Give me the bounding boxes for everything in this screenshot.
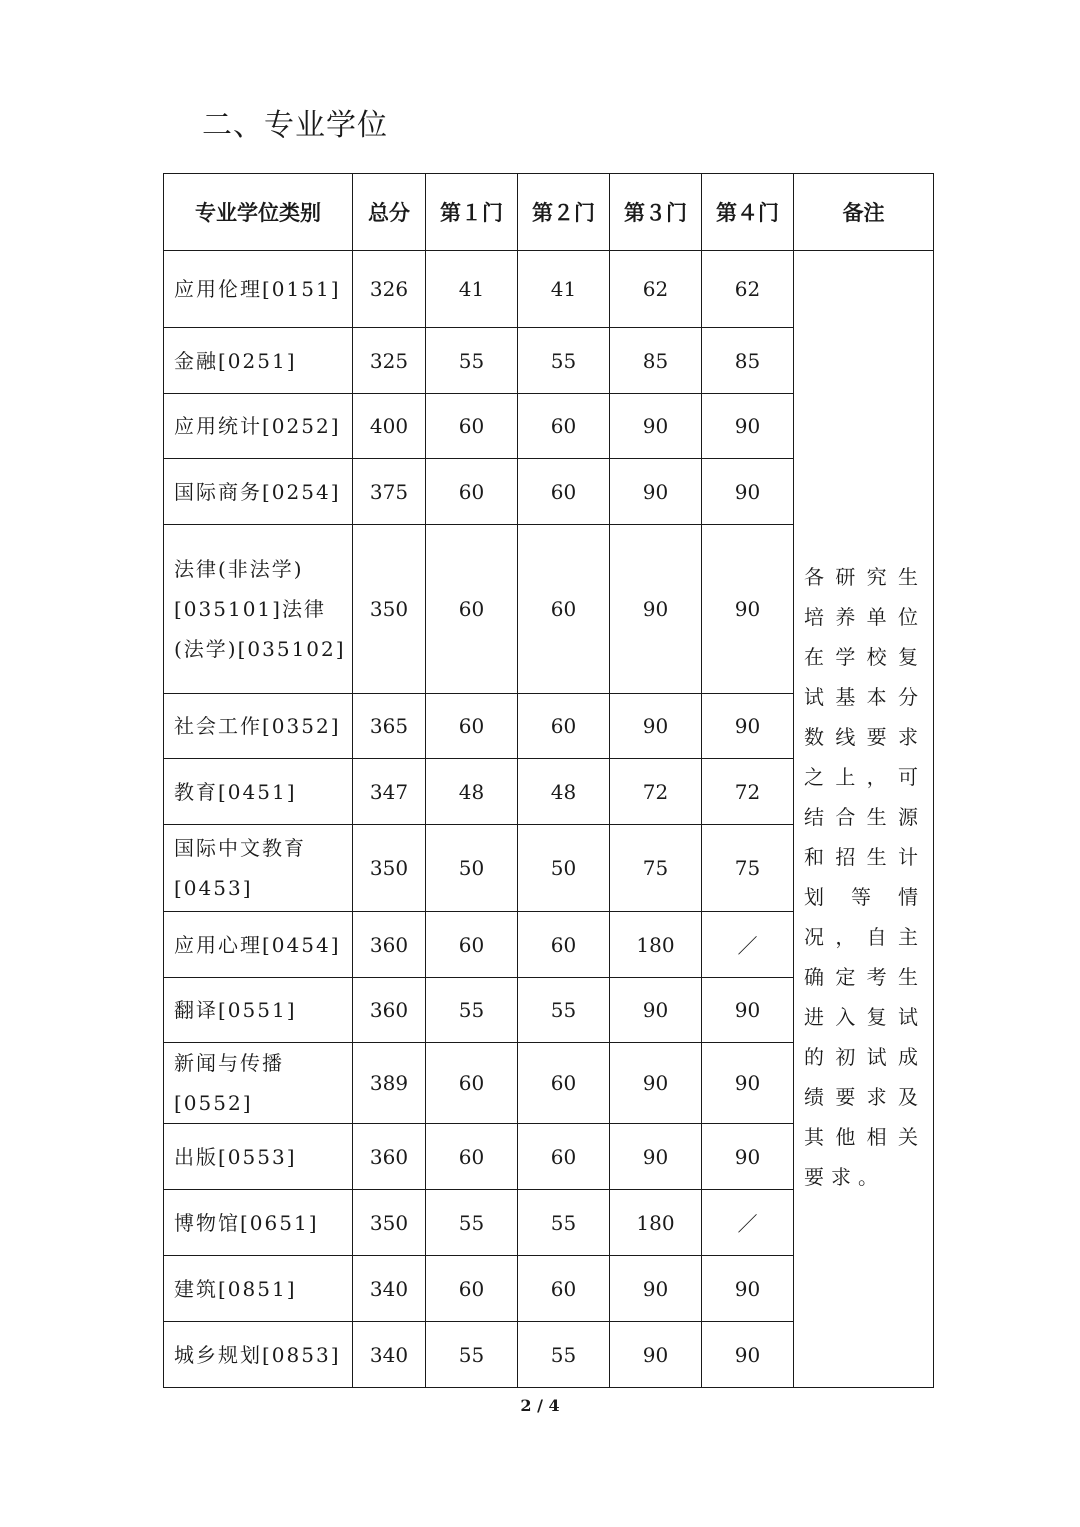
subject-3-score: 85 — [610, 328, 702, 394]
subject-2-score: 60 — [518, 525, 610, 694]
subject-1-score: 60 — [426, 459, 518, 525]
subject-1-score: 55 — [426, 1322, 518, 1388]
subject-3-score: 72 — [610, 759, 702, 825]
subject-4-score: 90 — [702, 459, 794, 525]
subject-4-score: 90 — [702, 978, 794, 1043]
subject-2-score: 60 — [518, 912, 610, 978]
subject-3-score: 180 — [610, 912, 702, 978]
subject-1-score: 55 — [426, 328, 518, 394]
degree-name: 国际中文教育[0453] — [164, 825, 353, 912]
subject-4-score: ／ — [702, 912, 794, 978]
subject-2-score: 55 — [518, 1322, 610, 1388]
degree-name: 金融[0251] — [164, 328, 353, 394]
degree-name: 翻译[0551] — [164, 978, 353, 1043]
degree-name: 社会工作[0352] — [164, 694, 353, 759]
subject-1-score: 41 — [426, 251, 518, 328]
total-score: 325 — [353, 328, 426, 394]
subject-4-score: 90 — [702, 394, 794, 459]
degree-name: 法律(非法学)[035101]法律(法学)[035102] — [164, 525, 353, 694]
subject-4-score: 90 — [702, 1256, 794, 1322]
subject-2-score: 60 — [518, 1256, 610, 1322]
subject-3-score: 90 — [610, 525, 702, 694]
total-score: 347 — [353, 759, 426, 825]
subject-4-score: 90 — [702, 525, 794, 694]
subject-1-score: 60 — [426, 394, 518, 459]
subject-3-score: 90 — [610, 459, 702, 525]
subject-2-score: 48 — [518, 759, 610, 825]
total-score: 340 — [353, 1322, 426, 1388]
degree-name: 出版[0553] — [164, 1124, 353, 1190]
degree-name: 应用伦理[0151] — [164, 251, 353, 328]
degree-name: 应用统计[0252] — [164, 394, 353, 459]
subject-1-score: 60 — [426, 694, 518, 759]
subject-4-score: 90 — [702, 694, 794, 759]
subject-3-score: 90 — [610, 394, 702, 459]
degree-name: 博物馆[0651] — [164, 1190, 353, 1256]
remark-cell: 各研究生培养单位在学校复试基本分数线要求之上，可结合生源和招生计划等情况，自主确定考生进入复试的初试成绩要求及其他相关要求。 — [794, 251, 934, 1388]
header-subject-2: 第２门 — [518, 174, 610, 251]
header-total: 总分 — [353, 174, 426, 251]
total-score: 350 — [353, 1190, 426, 1256]
subject-3-score: 90 — [610, 694, 702, 759]
subject-2-score: 55 — [518, 328, 610, 394]
total-score: 340 — [353, 1256, 426, 1322]
subject-1-score: 60 — [426, 1043, 518, 1124]
subject-4-score: 90 — [702, 1322, 794, 1388]
total-score: 360 — [353, 978, 426, 1043]
score-table — [163, 173, 934, 1388]
degree-name: 应用心理[0454] — [164, 912, 353, 978]
header-remark: 备注 — [794, 174, 934, 251]
degree-name: 教育[0451] — [164, 759, 353, 825]
subject-3-score: 90 — [610, 1043, 702, 1124]
subject-3-score: 90 — [610, 1124, 702, 1190]
subject-2-score: 60 — [518, 394, 610, 459]
header-row — [164, 174, 934, 251]
degree-name: 新闻与传播[0552] — [164, 1043, 353, 1124]
table-row — [164, 251, 934, 328]
subject-3-score: 90 — [610, 1322, 702, 1388]
subject-3-score: 62 — [610, 251, 702, 328]
subject-2-score: 60 — [518, 459, 610, 525]
header-subject-4: 第４门 — [702, 174, 794, 251]
degree-name: 建筑[0851] — [164, 1256, 353, 1322]
header-category: 专业学位类别 — [164, 174, 353, 251]
header-subject-3: 第３门 — [610, 174, 702, 251]
subject-4-score: 90 — [702, 1043, 794, 1124]
subject-3-score: 180 — [610, 1190, 702, 1256]
subject-3-score: 75 — [610, 825, 702, 912]
subject-1-score: 50 — [426, 825, 518, 912]
subject-4-score: 85 — [702, 328, 794, 394]
subject-4-score: 75 — [702, 825, 794, 912]
degree-name: 城乡规划[0853] — [164, 1322, 353, 1388]
subject-1-score: 60 — [426, 912, 518, 978]
subject-1-score: 55 — [426, 1190, 518, 1256]
total-score: 400 — [353, 394, 426, 459]
header-subject-1: 第１门 — [426, 174, 518, 251]
subject-1-score: 55 — [426, 978, 518, 1043]
subject-2-score: 60 — [518, 694, 610, 759]
subject-4-score: 90 — [702, 1124, 794, 1190]
total-score: 365 — [353, 694, 426, 759]
subject-3-score: 90 — [610, 978, 702, 1043]
subject-1-score: 60 — [426, 525, 518, 694]
subject-2-score: 55 — [518, 978, 610, 1043]
subject-2-score: 60 — [518, 1043, 610, 1124]
subject-2-score: 50 — [518, 825, 610, 912]
total-score: 360 — [353, 1124, 426, 1190]
subject-4-score: 62 — [702, 251, 794, 328]
total-score: 350 — [353, 525, 426, 694]
section-title: 二、专业学位 — [202, 108, 388, 143]
subject-2-score: 60 — [518, 1124, 610, 1190]
total-score: 350 — [353, 825, 426, 912]
degree-name: 国际商务[0254] — [164, 459, 353, 525]
total-score: 389 — [353, 1043, 426, 1124]
subject-1-score: 60 — [426, 1256, 518, 1322]
subject-4-score: 72 — [702, 759, 794, 825]
total-score: 326 — [353, 251, 426, 328]
subject-4-score: ／ — [702, 1190, 794, 1256]
page-number: 2 / 4 — [520, 1396, 560, 1415]
subject-3-score: 90 — [610, 1256, 702, 1322]
subject-2-score: 41 — [518, 251, 610, 328]
subject-2-score: 55 — [518, 1190, 610, 1256]
total-score: 375 — [353, 459, 426, 525]
subject-1-score: 48 — [426, 759, 518, 825]
total-score: 360 — [353, 912, 426, 978]
subject-1-score: 60 — [426, 1124, 518, 1190]
